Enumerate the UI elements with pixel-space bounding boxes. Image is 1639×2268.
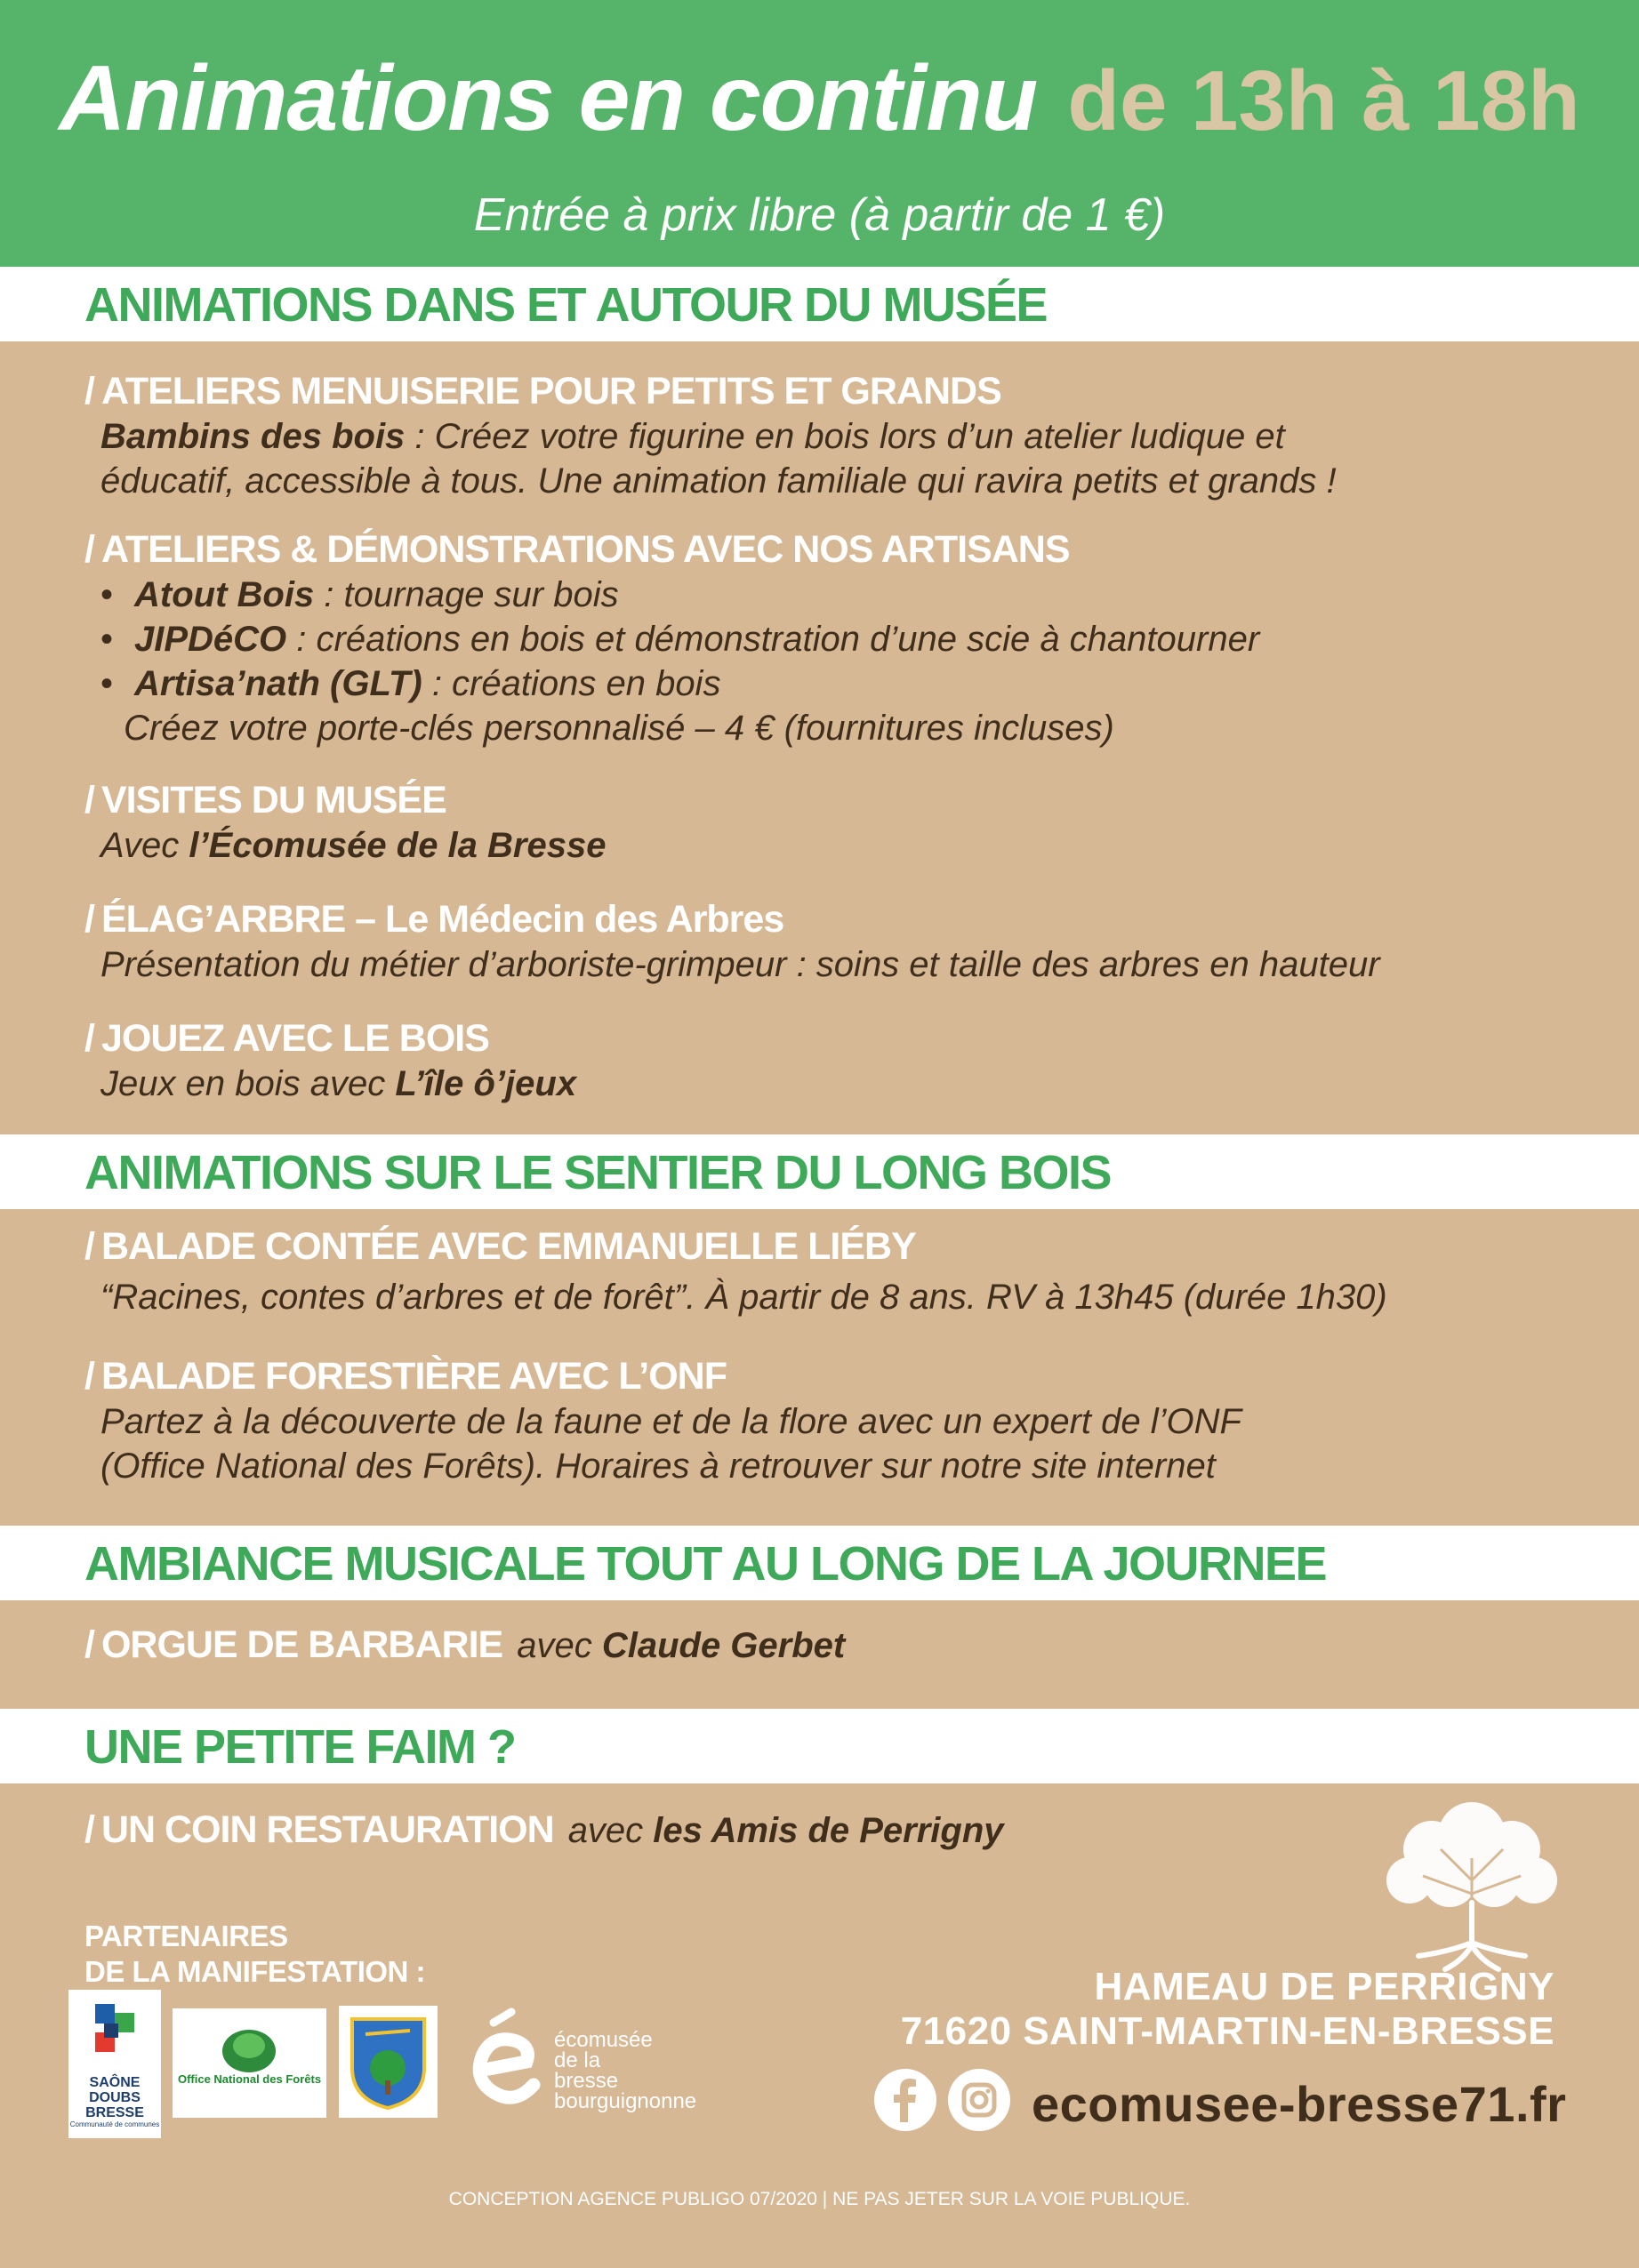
item-note: Créez votre porte-clés personnalisé – 4 € (fournitures incluses)	[124, 709, 1114, 748]
item-elagarbre	[84, 896, 1596, 987]
item-balade-contee	[84, 1223, 1596, 1319]
item-text: éducatif, accessible à tous. Une animation familiale qui ravira petits et grands !	[100, 461, 1337, 501]
instagram-icon[interactable]	[948, 2069, 1010, 2131]
footer-note: CONCEPTION AGENCE PUBLIGO 07/2020 | NE PAS JETER SUR LA VOIE PUBLIQUE.	[448, 2189, 1191, 2209]
address: HAMEAU DE PERRIGNY 71620 SAINT-MARTIN-EN-BRESSE	[900, 1965, 1555, 2053]
item-tail: avec les Amis de Perrigny	[567, 1811, 1004, 1850]
item-ateliers-menuiserie	[84, 368, 1596, 503]
website-link[interactable]: ecomusee-bresse71.fr	[1032, 2076, 1567, 2132]
item-title: / BALADE FORESTIÈRE AVEC L’ONF	[84, 1355, 727, 1398]
saone-doubs-bresse-logo: SAÔNE DOUBS BRESSE Communauté de communes	[68, 1990, 161, 2138]
item-text: Partez à la découverte de la faune et de la flore avec un expert de l’ONF	[100, 1402, 1241, 1441]
header-title	[0, 46, 1639, 152]
item-visites-musee	[84, 777, 1596, 868]
section-band-sentier	[0, 1134, 1639, 1209]
item-title: / JOUEZ AVEC LE BOIS	[84, 1017, 489, 1060]
onf-logo: Office National des Forêts	[173, 2008, 326, 2118]
section-title-faim: UNE PETITE FAIM ?	[84, 1720, 516, 1774]
item-text: (Office National des Forêts). Horaires à retrouver sur notre site internet	[100, 1447, 1216, 1486]
section-title-musique: AMBIANCE MUSICALE TOUT AU LONG DE LA JOURNEE	[84, 1537, 1327, 1591]
item-text: “Racines, contes d’arbres et de forêt”. À partir de 8 ans. RV à 13h45 (durée 1h30)	[100, 1278, 1387, 1317]
section-band-musique	[0, 1526, 1639, 1600]
item-text: Présentation du métier d’arboriste-grimpeur : soins et taille des arbres en hauteur	[100, 945, 1380, 984]
item-text: Jeux en bois avec L’île ô’jeux	[100, 1064, 577, 1103]
section-title-sentier: ANIMATIONS SUR LE SENTIER DU LONG BOIS	[84, 1146, 1112, 1199]
item-orgue	[84, 1622, 1596, 1668]
section-title-musee: ANIMATIONS DANS ET AUTOUR DU MUSÉE	[84, 278, 1048, 332]
item-balade-forestiere	[84, 1353, 1596, 1488]
item-title: / ORGUE DE BARBARIE	[84, 1623, 503, 1666]
title-time: de 13h à 18h	[1067, 53, 1580, 148]
facebook-icon[interactable]	[874, 2069, 936, 2131]
item-title: / BALADE CONTÉE AVEC EMMANUELLE LIÉBY	[84, 1225, 916, 1268]
item-title: / UN COIN RESTAURATION	[84, 1808, 554, 1851]
item-tail: avec Claude Gerbet	[517, 1626, 846, 1665]
item-ateliers-artisans	[84, 526, 1596, 750]
list-item: • Atout Bois : tournage sur bois	[100, 575, 619, 614]
partners-label: PARTENAIRES DE LA MANIFESTATION :	[84, 1919, 426, 1988]
item-title: / VISITES DU MUSÉE	[84, 779, 446, 821]
item-restauration	[84, 1807, 1596, 1853]
artisan-list	[84, 573, 1596, 706]
list-item: • Artisa’nath (GLT) : créations en bois	[100, 664, 721, 703]
item-jouez-bois	[84, 1015, 1596, 1106]
header-banner	[0, 0, 1639, 267]
tree-icon	[1378, 1796, 1565, 1974]
section-band-faim	[0, 1709, 1639, 1783]
header-subtitle: Entrée à prix libre (à partir de 1 €)	[473, 189, 1166, 241]
item-title: / ATELIERS MENUISERIE POUR PETITS ET GRANDS	[84, 370, 1001, 413]
item-title: / ÉLAG’ARBRE – Le Médecin des Arbres	[84, 898, 784, 941]
list-item: • JIPDéCO : créations en bois et démonstration d’une scie à chantourner	[100, 620, 1260, 659]
title-main: Animations en continu	[59, 47, 1038, 150]
section-band-musee	[0, 267, 1639, 341]
item-text: Avec l’Écomusée de la Bresse	[100, 826, 607, 865]
item-title: / ATELIERS & DÉMONSTRATIONS AVEC NOS ARTISANS	[84, 528, 1070, 571]
ecomusee-logo-text: écomusée de la bresse bourguignonne	[554, 2028, 697, 2113]
item-text: Bambins des bois : Créez votre figurine en bois lors d’un atelier ludique et	[100, 417, 1285, 456]
commune-shield-logo	[339, 2006, 438, 2118]
